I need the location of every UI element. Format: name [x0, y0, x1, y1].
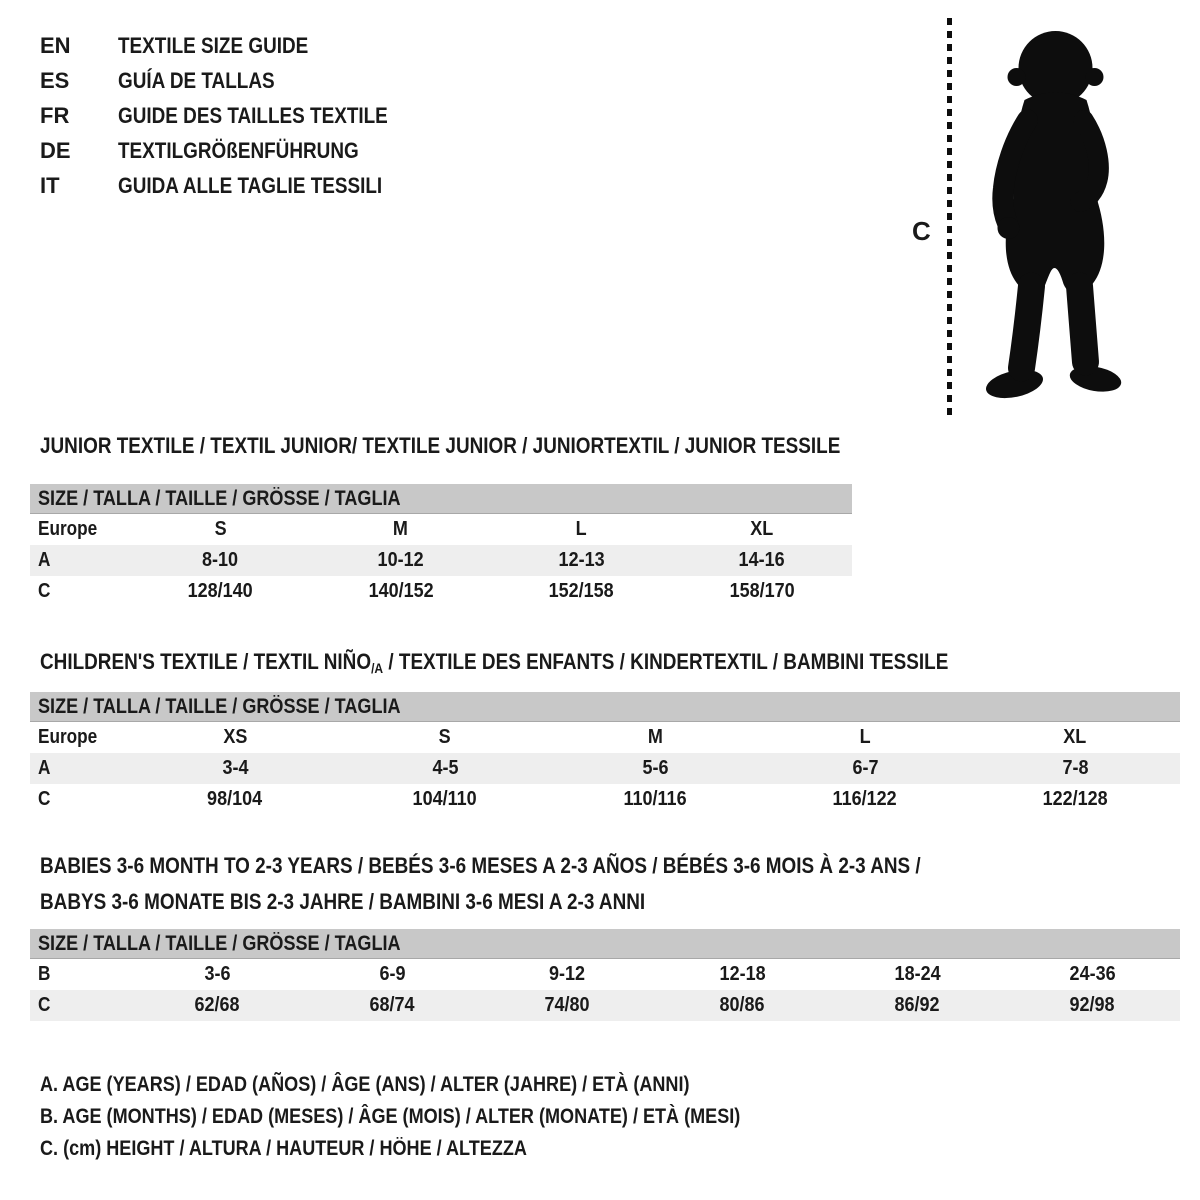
- height-cell: 116/122: [832, 788, 898, 810]
- size-header-row: [30, 484, 852, 514]
- language-row-it: [40, 168, 432, 203]
- height-cell: 92/98: [1069, 994, 1116, 1016]
- language-row-de: [40, 133, 432, 168]
- babies-heading-text-line2: BABYS 3-6 MONATE BIS 2-3 JAHRE / BAMBINI 3-6 MESI A 2-3 ANNI: [40, 889, 646, 914]
- language-code: EN: [40, 32, 71, 58]
- children-section-heading-text: CHILDREN'S TEXTILE / TEXTIL NIÑO/A / TEXTILE DES ENFANTS / KINDERTEXTIL / BAMBINI TESSILE: [40, 649, 949, 676]
- babies-section-heading-line2: [40, 889, 744, 915]
- age-cell: 7-8: [1061, 757, 1089, 779]
- table-row-age: [30, 753, 1180, 784]
- age-cell: 12-13: [558, 549, 605, 571]
- babies-section-heading-line1: [40, 853, 1064, 879]
- guide-title-de: TEXTILGRÖßENFÜHRUNG: [118, 137, 359, 163]
- table-row-europe: [30, 514, 852, 545]
- size-cell: S: [438, 726, 452, 748]
- language-code: FR: [40, 102, 70, 128]
- language-row-fr: [40, 98, 432, 133]
- baby-silhouette-icon: [967, 16, 1143, 416]
- junior-size-table: [30, 484, 852, 607]
- height-cell: 110/116: [623, 788, 687, 810]
- babies-heading-text-line1: BABIES 3-6 MONTH TO 2-3 YEARS / BEBÉS 3-6 MESES A 2-3 AÑOS / BÉBÉS 3-6 MOIS À 2-3 ANS /: [40, 853, 921, 878]
- heading-subscript: /A: [371, 660, 384, 676]
- age-cell: 8-10: [202, 549, 239, 571]
- row-label: A: [38, 757, 51, 779]
- age-cell: 9-12: [549, 963, 586, 985]
- row-label: C: [38, 788, 51, 810]
- age-cell: 4-5: [431, 757, 459, 779]
- row-label: A: [38, 549, 51, 571]
- height-cell: 68/74: [369, 994, 416, 1016]
- size-cell: XL: [1063, 726, 1087, 748]
- guide-title-en: TEXTILE SIZE GUIDE: [118, 32, 309, 58]
- size-cell: M: [647, 726, 663, 748]
- age-cell: 3-6: [204, 963, 231, 985]
- table-row-height: [30, 784, 1180, 815]
- table-row-height: [30, 990, 1180, 1021]
- height-cell: 140/152: [368, 580, 434, 602]
- height-cell: 128/140: [187, 580, 253, 602]
- size-cell: L: [859, 726, 871, 748]
- language-title-list: [40, 28, 432, 203]
- guide-title-fr: GUIDE DES TAILLES TEXTILE: [118, 102, 388, 128]
- age-cell: 18-24: [894, 963, 941, 985]
- legend-line-c: C. (cm) HEIGHT / ALTURA / HAUTEUR / HÖHE / ALTEZZA: [40, 1137, 527, 1160]
- age-cell: 6-7: [851, 757, 879, 779]
- height-cell: 62/68: [194, 994, 241, 1016]
- measure-legend: [40, 1074, 854, 1170]
- legend-line-b: B. AGE (MONTHS) / EDAD (MESES) / ÂGE (MOIS) / ALTER (MONATE) / ETÀ (MESI): [40, 1105, 741, 1128]
- size-header-row: [30, 929, 1180, 959]
- age-cell: 5-6: [641, 757, 669, 779]
- age-cell: 3-4: [221, 757, 249, 779]
- height-cell: 74/80: [544, 994, 591, 1016]
- size-cell: XS: [222, 726, 248, 748]
- language-row-es: [40, 63, 432, 98]
- row-label: Europe: [38, 518, 98, 540]
- height-measure-label: C: [912, 216, 931, 246]
- height-cell: 98/104: [207, 788, 263, 810]
- table-row-age-months: [30, 959, 1180, 990]
- age-cell: 14-16: [738, 549, 785, 571]
- table-row-height: [30, 576, 852, 607]
- age-cell: 24-36: [1069, 963, 1116, 985]
- height-cell: 122/128: [1042, 788, 1108, 810]
- guide-title-it: GUIDA ALLE TAGLIE TESSILI: [118, 172, 383, 198]
- size-header-label: SIZE / TALLA / TAILLE / GRÖSSE / TAGLIA: [38, 931, 401, 955]
- height-dashed-line: [947, 18, 952, 415]
- row-label: Europe: [38, 726, 98, 748]
- row-label: B: [38, 963, 51, 985]
- size-cell: M: [393, 518, 409, 540]
- age-cell: 10-12: [377, 549, 424, 571]
- children-section-heading: [40, 649, 1096, 677]
- height-cell: 86/92: [894, 994, 941, 1016]
- height-cell: 158/170: [729, 580, 795, 602]
- table-row-europe: [30, 722, 1180, 753]
- table-row-age: [30, 545, 852, 576]
- junior-section-heading: [40, 433, 971, 459]
- height-cell: 80/86: [719, 994, 766, 1016]
- language-code: IT: [40, 172, 60, 198]
- size-header-label: SIZE / TALLA / TAILLE / GRÖSSE / TAGLIA: [38, 694, 401, 718]
- legend-line-a: A. AGE (YEARS) / EDAD (AÑOS) / ÂGE (ANS) / ALTER (JAHRE) / ETÀ (ANNI): [40, 1073, 690, 1096]
- size-header-label: SIZE / TALLA / TAILLE / GRÖSSE / TAGLIA: [38, 486, 401, 510]
- height-cell: 104/110: [412, 788, 478, 810]
- age-cell: 6-9: [379, 963, 406, 985]
- children-size-table: [30, 692, 1180, 815]
- babies-size-table: [30, 929, 1180, 1021]
- junior-section-heading-text: JUNIOR TEXTILE / TEXTIL JUNIOR/ TEXTILE JUNIOR / JUNIORTEXTIL / JUNIOR TESSILE: [40, 433, 841, 458]
- row-label: C: [38, 580, 51, 602]
- language-code: ES: [40, 67, 70, 93]
- height-cell: 152/158: [548, 580, 614, 602]
- size-cell: L: [575, 518, 587, 540]
- language-code: DE: [40, 137, 71, 163]
- size-cell: XL: [750, 518, 774, 540]
- size-cell: S: [214, 518, 227, 540]
- size-header-row: [30, 692, 1180, 722]
- age-cell: 12-18: [719, 963, 766, 985]
- row-label: C: [38, 994, 51, 1016]
- guide-title-es: GUÍA DE TALLAS: [118, 67, 275, 93]
- language-row-en: [40, 28, 432, 63]
